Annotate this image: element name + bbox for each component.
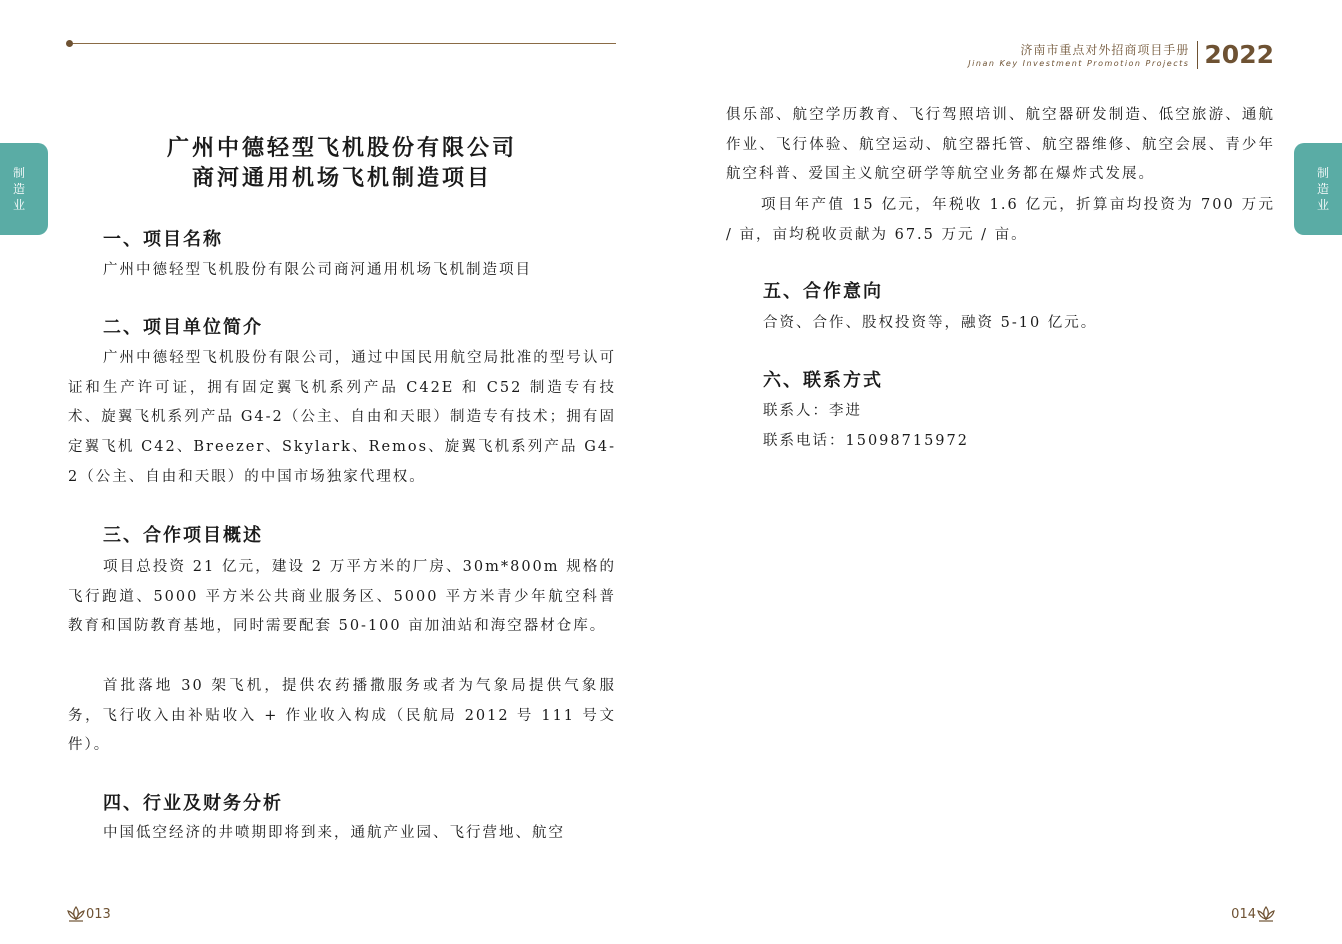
header-title-cn: 济南市重点对外招商项目手册 xyxy=(1020,42,1190,57)
tab-char: 制 xyxy=(1316,166,1329,180)
section-heading-project-name: 一、项目名称 xyxy=(103,229,223,250)
project-name-text: 广州中德轻型飞机股份有限公司商河通用机场飞机制造项目 xyxy=(103,262,532,278)
lotus-icon xyxy=(66,905,86,923)
tab-char: 业 xyxy=(12,198,25,212)
company-intro-text: 广州中德轻型飞机股份有限公司，通过中国民用航空局批准的型号认可证和生产许可证，拥有固定翼飞机系列产品 C42E 和 C52 制造专有技术、旋翼飞机系列产品 G4-2（公主、自由和天眼）制造专有技术；拥有固定翼飞机 C42、Breezer、Skylark、Remos、旋翼飞机系列产品 G4-2（公主、自由和天眼）的中国市场独家代理权。 xyxy=(68,350,616,485)
header-rule-left xyxy=(68,43,616,44)
tab-char: 造 xyxy=(1316,182,1329,196)
industry-analysis-p1-cont: 俱乐部、航空学历教育、飞行驾照培训、航空器研发制造、低空旅游、通航作业、飞行体验、航空运动、航空器托管、航空器维修、航空会展、青少年航空科普、爱国主义航空研学等航空业务都在爆炸式发展。 xyxy=(726,107,1275,183)
industry-analysis-p1-start: 中国低空经济的井喷期即将到来，通航产业园、飞行营地、航空 xyxy=(103,825,565,841)
industry-analysis-p2: 项目年产值 15 亿元，年税收 1.6 亿元，折算亩均投资为 700 万元 / 亩，亩均税收贡献为 67.5 万元 / 亩。 xyxy=(726,197,1275,243)
header-separator xyxy=(1197,41,1198,69)
document-title xyxy=(68,133,616,193)
page-number-text: 013 xyxy=(86,906,111,922)
running-header xyxy=(968,38,1274,72)
project-overview-p1: 项目总投资 21 亿元，建设 2 万平方米的厂房、30m*800m 规格的飞行跑道、5000 平方米公共商业服务区、5000 平方米青少年航空科普教育和国防教育基地，同时需要配套 50-100 亩加油站和海空器材仓库。 xyxy=(68,559,616,635)
contact-person: 联系人：李进 xyxy=(763,403,862,419)
tab-char: 制 xyxy=(12,166,25,180)
section-heading-cooperation-intent: 五、合作意向 xyxy=(763,281,883,302)
tab-char: 业 xyxy=(1316,198,1329,212)
section-heading-industry-analysis: 四、行业及财务分析 xyxy=(103,793,283,814)
header-text xyxy=(968,42,1189,69)
title-line-1: 广州中德轻型飞机股份有限公司 xyxy=(166,135,517,161)
title-line-2: 商河通用机场飞机制造项目 xyxy=(191,165,492,191)
lotus-icon xyxy=(1256,905,1276,923)
header-year: 2022 xyxy=(1204,40,1274,69)
tab-char: 造 xyxy=(12,182,25,196)
cooperation-intent-text: 合资、合作、股权投资等，融资 5-10 亿元。 xyxy=(763,315,1098,331)
section-heading-company-intro: 二、项目单位简介 xyxy=(103,317,263,338)
section-heading-contact: 六、联系方式 xyxy=(763,370,883,391)
section-tab-left xyxy=(0,143,48,235)
header-rule-dot xyxy=(66,40,73,47)
page-number-right xyxy=(1231,905,1276,923)
header-title-en: Jinan Key Investment Promotion Projects xyxy=(968,58,1190,68)
section-tab-right xyxy=(1294,143,1342,235)
page-number-text: 014 xyxy=(1231,906,1256,922)
section-heading-project-overview: 三、合作项目概述 xyxy=(103,525,263,546)
page-number-left xyxy=(66,905,111,923)
project-overview-p2: 首批落地 30 架飞机，提供农药播撒服务或者为气象局提供气象服务，飞行收入由补贴收入 + 作业收入构成（民航局 2012 号 111 号文件）。 xyxy=(68,678,616,754)
contact-phone: 联系电话：15098715972 xyxy=(763,433,969,449)
